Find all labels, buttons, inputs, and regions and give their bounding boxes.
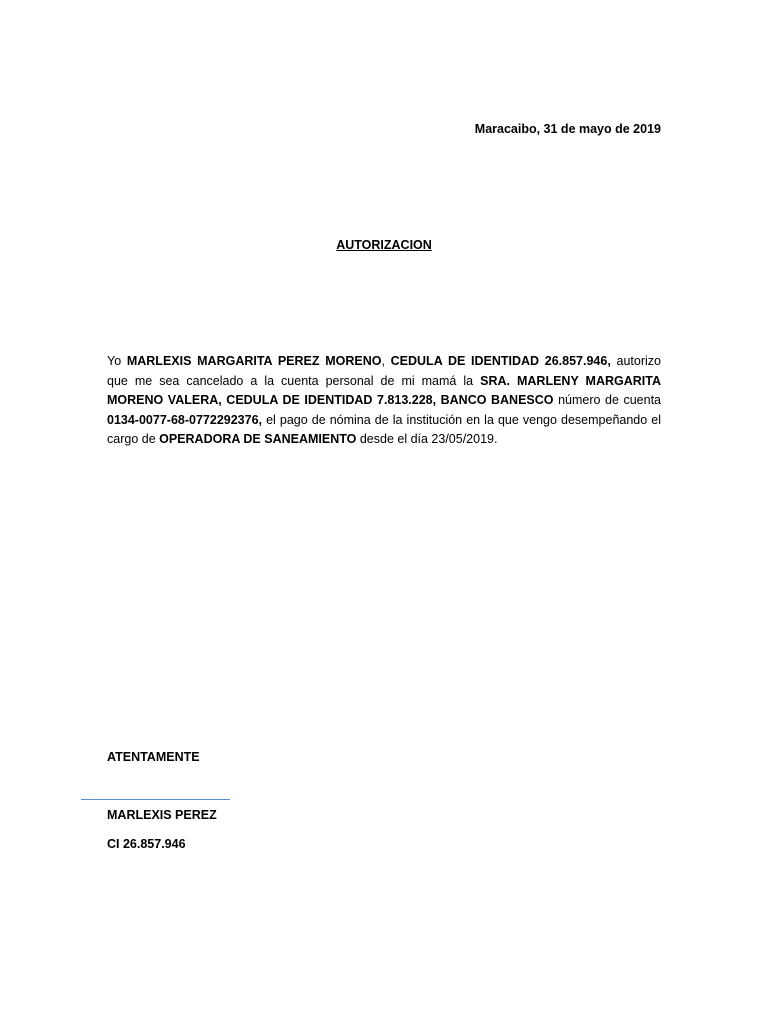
- signature-id: CI 26.857.946: [107, 837, 186, 851]
- body-bold-account: 0134-0077-68-0772292376,: [107, 412, 262, 427]
- body-text-2: ,: [381, 354, 391, 368]
- body-text-5: el pago de nómina de la institución en la que vengo desempeñando el cargo de: [107, 412, 661, 446]
- body-bold-id: CEDULA DE IDENTIDAD 26.857.946,: [390, 354, 611, 368]
- body-text-4: número de cuenta: [553, 393, 661, 407]
- body-bold-name: MARLEXIS MARGARITA PEREZ MORENO: [126, 354, 382, 368]
- authorization-paragraph: [107, 352, 661, 450]
- body-bold-position: OPERADORA DE SANEAMIENTO: [159, 432, 357, 446]
- body-bold-beneficiary: SRA. MARLENY MARGARITA MORENO VALERA, CEDULA DE IDENTIDAD 7.813.228, BANCO BANESCO: [107, 373, 662, 407]
- body-text-1: Yo: [107, 354, 127, 368]
- signature-line: [81, 799, 230, 800]
- closing-salutation: ATENTAMENTE: [107, 750, 200, 764]
- document-title: AUTORIZACION: [336, 238, 432, 252]
- body-text-6: desde el día 23/05/2019.: [356, 432, 498, 446]
- place-date: Maracaibo, 31 de mayo de 2019: [474, 122, 661, 136]
- signature-name: MARLEXIS PEREZ: [107, 808, 217, 822]
- body-text-3: autorizo que me sea cancelado a la cuenta personal de mi mamá la: [107, 354, 661, 388]
